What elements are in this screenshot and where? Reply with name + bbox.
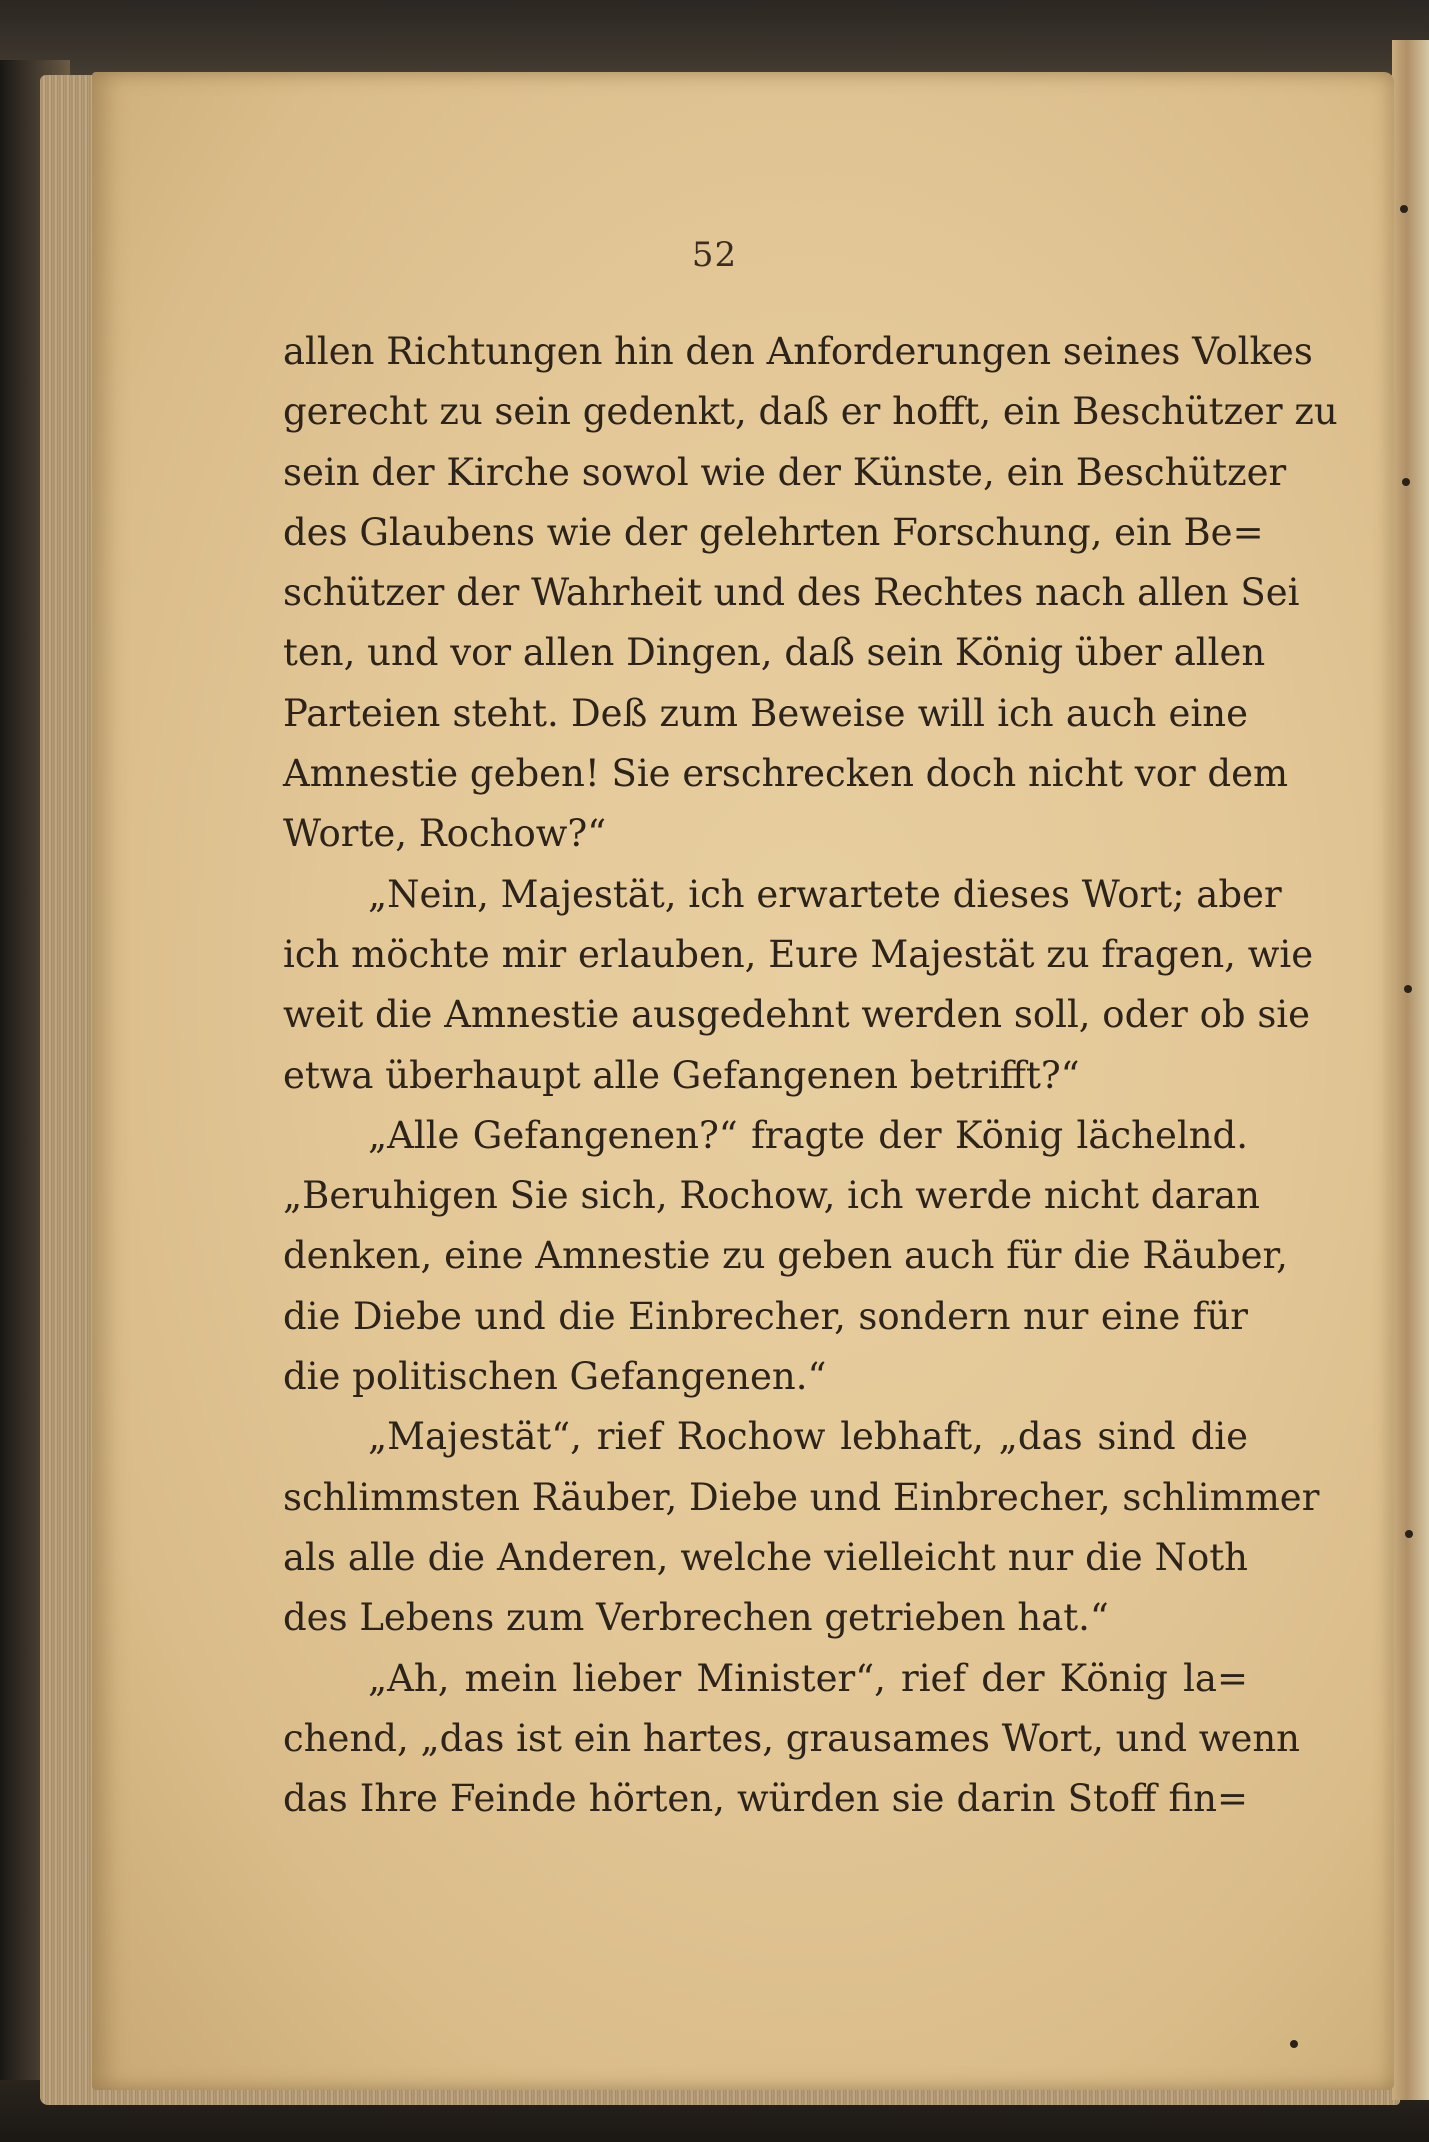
text-line: weit die Amnestie ausgedehnt werden soll, oder ob sie (283, 993, 1311, 1037)
page-text (283, 322, 1338, 1829)
text-line: chend, „das ist ein hartes, grausames Wort, und wenn (283, 1716, 1301, 1760)
text-line: schützer der Wahrheit und des Rechtes nach allen Sei (283, 571, 1300, 615)
page-number: 52 (691, 235, 738, 275)
ink-speck (1405, 1530, 1413, 1538)
text-line: ich möchte mir erlauben, Eure Majestät zu fragen, wie (283, 932, 1314, 976)
text-line: „Alle Gefangenen?“ fragte der König lächelnd. (368, 1113, 1248, 1157)
text-line: gerecht zu sein gedenkt, daß er hofft, ein Beschützer zu (283, 390, 1338, 434)
text-line: Worte, Rochow?“ (283, 812, 607, 856)
text-line: denken, eine Amnestie zu geben auch für die Räuber, (283, 1234, 1288, 1278)
text-line: schlimmsten Räuber, Diebe und Einbrecher, schlimmer (283, 1475, 1320, 1519)
right-page-edge (1392, 40, 1429, 2100)
text-line: etwa überhaupt alle Gefangenen betrifft?“ (283, 1053, 1080, 1097)
text-line: „Beruhigen Sie sich, Rochow, ich werde nicht daran (283, 1174, 1261, 1218)
text-line: das Ihre Feinde hörten, würden sie darin Stoff fin= (283, 1777, 1248, 1821)
text-line: „Nein, Majestät, ich erwartete dieses Wort; aber (368, 872, 1282, 916)
text-line: „Majestät“, rief Rochow lebhaft, „das sind die (368, 1415, 1248, 1459)
text-line: die politischen Gefangenen.“ (283, 1355, 827, 1399)
text-line: „Ah, mein lieber Minister“, rief der König la= (368, 1656, 1248, 1700)
ink-speck (1402, 478, 1410, 486)
text-line: allen Richtungen hin den Anforderungen seines Volkes (283, 330, 1313, 373)
text-line: des Glaubens wie der gelehrten Forschung, ein Be= (283, 510, 1264, 554)
text-line: die Diebe und die Einbrecher, sondern nur eine für (283, 1294, 1248, 1338)
ink-speck (1400, 205, 1408, 213)
text-line: Amnestie geben! Sie erschrecken doch nicht vor dem (283, 752, 1289, 796)
ink-speck (1404, 985, 1412, 993)
text-line: des Lebens zum Verbrechen getrieben hat.“ (283, 1596, 1109, 1640)
text-line: ten, und vor allen Dingen, daß sein König über allen (283, 631, 1266, 675)
text-line: als alle die Anderen, welche vielleicht nur die Noth (283, 1535, 1248, 1579)
text-line: sein der Kirche sowol wie der Künste, ein Beschützer (283, 450, 1287, 494)
text-line: Parteien steht. Deß zum Beweise will ich auch eine (283, 691, 1248, 735)
ink-speck (1290, 2040, 1298, 2048)
